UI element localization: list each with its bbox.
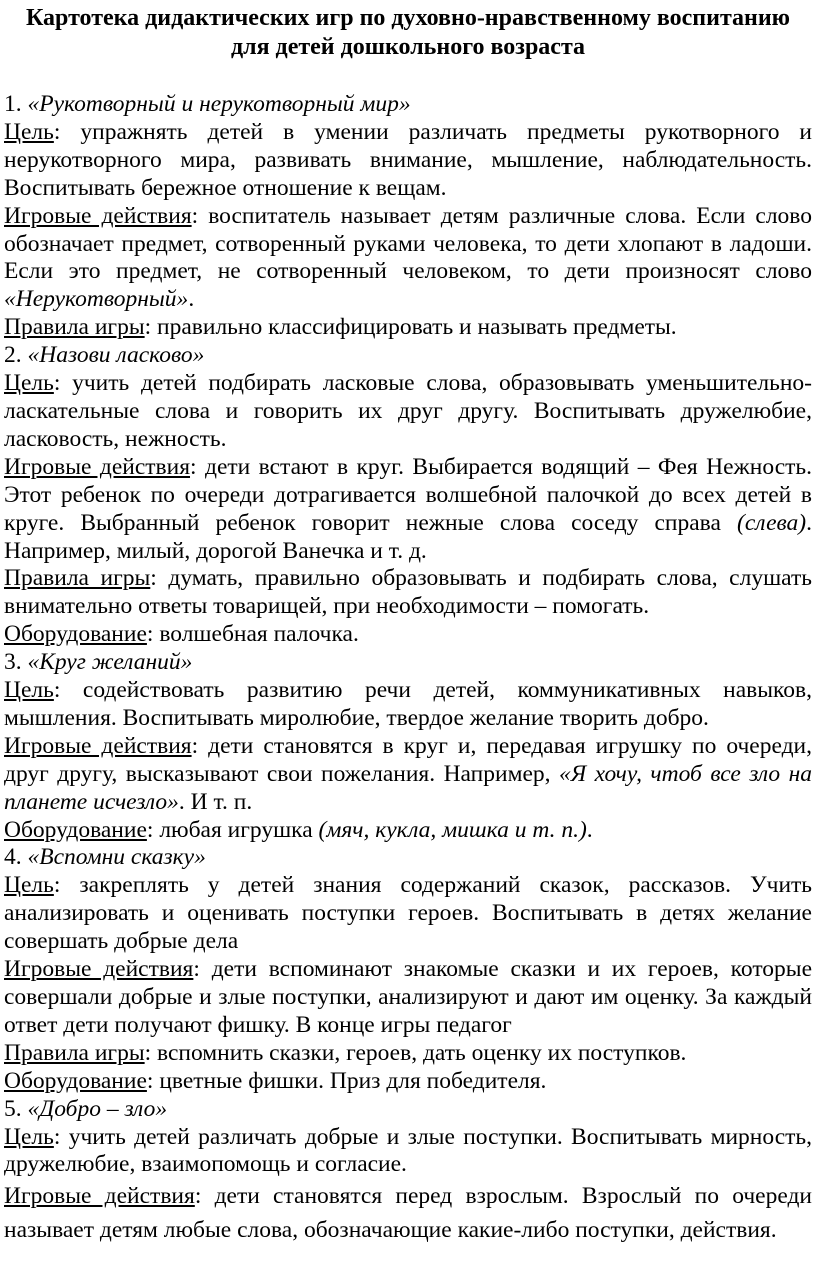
rules-text: вспомнить сказки, героев, дать оценку их поступков. <box>157 1039 687 1066</box>
game-equipment: Оборудование: цветные фишки. Приз для победителя. <box>4 1067 547 1094</box>
game-rules: Правила игры: думать, правильно образовывать и подбирать слова, слушать внимательно ответы товарищей, при необходимости – помогать. <box>4 565 812 620</box>
equipment-text: волшебная палочка. <box>159 621 359 648</box>
goal-label: Цель <box>4 370 54 397</box>
game-heading <box>4 649 812 677</box>
game-5 <box>4 1096 812 1248</box>
goal-text: закреплять у детей знания содержаний сказок, рассказов. Учить анализировать и оценивать поступки героев. Воспитывать в детях желание совершать добрые дела <box>4 872 813 955</box>
game-actions: Игровые действия: дети вспоминают знакомые сказки и их героев, которые совершали добрые и злые поступки, анализируют и дают им оценку. За каждый ответ дети получают фишку. В конце игры педагог <box>4 956 813 1038</box>
actions-label: Игровые действия <box>4 1183 195 1210</box>
actions-label: Игровые действия <box>4 453 191 480</box>
actions-post: . Например, милый, дорогой Ванечка и т. д. <box>4 509 813 564</box>
rules-label: Правила игры <box>4 314 145 341</box>
game-number: 1. <box>4 91 22 117</box>
game-2 <box>4 342 812 649</box>
game-equipment: Оборудование: любая игрушка (мяч, кукла, мишка и т. п.). <box>4 816 593 843</box>
goal-text: упражнять детей в умении различать предметы рукотворного и нерукотворного мира, развивать внимание, мышление, наблюдательность. Воспитывать бережное отношение к вещам. <box>4 118 812 201</box>
goal-label: Цель <box>4 118 54 145</box>
document-title <box>4 4 812 62</box>
actions-italic: «Нерукотворный» <box>4 286 189 313</box>
equipment-label: Оборудование <box>4 816 147 843</box>
equipment-label: Оборудование <box>4 1067 147 1094</box>
game-name: «Назови ласково» <box>27 342 205 369</box>
actions-italic: «Я хочу, чтоб все зло на планете исчезло» <box>4 760 812 815</box>
goal-label: Цель <box>4 1123 54 1150</box>
game-heading <box>4 342 812 370</box>
game-heading <box>4 844 812 872</box>
game-goal: Цель: закреплять у детей знания содержаний сказок, рассказов. Учить анализировать и оценивать поступки героев. Воспитывать в детях желание совершать добрые дела <box>4 872 813 955</box>
game-name: «Добро – зло» <box>27 1095 168 1122</box>
game-rules: Правила игры: правильно классифицировать и называть предметы. <box>4 314 677 341</box>
game-name: «Круг желаний» <box>27 649 193 676</box>
game-actions: Игровые действия: дети становятся в круг и, передавая игрушку по очереди, друг другу, высказывают свои пожелания. Например, «Я хочу, чтоб все зло на планете исчезло». И т. п. <box>4 732 812 815</box>
goal-text: учить детей подбирать ласковые слова, образовывать уменьшительно-ласкательные слова и говорить их друг другу. Воспитывать дружелюбие, ласковость, нежность. <box>4 370 813 452</box>
rules-text: правильно классифицировать и называть предметы. <box>157 314 677 341</box>
game-actions: Игровые действия: воспитатель называет детям различные слова. Если слово обозначает предмет, сотворенный руками человека, то дети хлопают в ладоши. Если это предмет, не сотворенный человеком, то дети произносят слово «Нерукотворный». <box>4 202 812 313</box>
title-line-1: Картотека дидактических игр по духовно-нравственному воспитанию <box>25 5 791 31</box>
equipment-text: любая игрушка <box>159 816 313 843</box>
title-line-2: для детей дошкольного возраста <box>230 34 586 60</box>
actions-label: Игровые действия <box>4 732 192 759</box>
actions-post: . <box>188 286 195 313</box>
game-equipment: Оборудование: волшебная палочка. <box>4 621 359 648</box>
equipment-post: . <box>586 816 593 843</box>
game-actions: Игровые действия: дети становятся перед взрослым. Взрослый по очереди называет детям любые слова, обозначающие какие-либо поступки, действия. <box>4 1183 813 1244</box>
game-heading <box>4 91 812 119</box>
game-heading <box>4 1096 812 1124</box>
game-goal: Цель: учить детей подбирать ласковые слова, образовывать уменьшительно-ласкательные слова и говорить их друг другу. Воспитывать дружелюбие, ласковость, нежность. <box>4 370 813 452</box>
game-3 <box>4 649 812 844</box>
game-number: 4. <box>4 844 22 871</box>
actions-text: дети вспоминают знакомые сказки и их героев, которые совершали добрые и злые поступки, анализируют и дают им оценку. За каждый ответ дети получают фишку. В конце игры педагог <box>4 956 813 1038</box>
equipment-italic: (мяч, кукла, мишка и т. п.) <box>318 816 587 843</box>
game-1 <box>4 91 812 342</box>
goal-text: учить детей различать добрые и злые поступки. Воспитывать мирность, дружелюбие, взаимопомощь и согласие. <box>4 1123 812 1178</box>
game-4 <box>4 844 812 1095</box>
game-rules: Правила игры: вспомнить сказки, героев, дать оценку их поступков. <box>4 1039 687 1066</box>
game-name: «Вспомни сказку» <box>27 844 206 871</box>
goal-text: содействовать развитию речи детей, коммуникативных навыков, мышления. Воспитывать миролюбие, твердое желание творить добро. <box>4 677 813 731</box>
rules-label: Правила игры <box>4 1039 145 1066</box>
actions-italic: (слева) <box>737 509 807 536</box>
game-goal: Цель: содействовать развитию речи детей, коммуникативных навыков, мышления. Воспитывать миролюбие, твердое желание творить добро. <box>4 677 813 731</box>
game-goal: Цель: учить детей различать добрые и злые поступки. Воспитывать мирность, дружелюбие, взаимопомощь и согласие. <box>4 1123 812 1178</box>
goal-label: Цель <box>4 677 54 704</box>
equipment-label: Оборудование <box>4 621 147 648</box>
actions-text: дети встают в круг. Выбирается водящий – Фея Нежность. Этот ребенок по очереди дотрагивается волшебной палочкой до всех детей в круге. Выбранный ребенок говорит нежные слова соседу справа <box>4 453 812 536</box>
actions-text: дети становятся в круг и, передавая игрушку по очереди, друг другу, высказывают свои пожелания. Например, <box>4 732 812 787</box>
actions-text: дети становятся перед взрослым. Взрослый по очереди называет детям любые слова, обозначающие какие-либо поступки, действия. <box>4 1183 813 1244</box>
actions-label: Игровые действия <box>4 202 192 229</box>
game-goal: Цель: упражнять детей в умении различать предметы рукотворного и нерукотворного мира, развивать внимание, мышление, наблюдательность. Воспитывать бережное отношение к вещам. <box>4 118 812 201</box>
rules-text: думать, правильно образовывать и подбирать слова, слушать внимательно ответы товарищей, при необходимости – помогать. <box>4 565 812 620</box>
game-number: 2. <box>4 342 22 369</box>
game-actions: Игровые действия: дети встают в круг. Выбирается водящий – Фея Нежность. Этот ребенок по очереди дотрагивается волшебной палочкой до всех детей в круге. Выбранный ребенок говорит нежные слова соседу справа (слева). Например, милый, дорогой Ванечка и т. д. <box>4 453 813 564</box>
actions-text: воспитатель называет детям различные слова. Если слово обозначает предмет, сотворенный руками человека, то дети хлопают в ладоши. Если это предмет, не сотворенный человеком, то дети произносят слово <box>4 202 812 285</box>
game-name: «Рукотворный и нерукотворный мир» <box>27 91 411 117</box>
goal-label: Цель <box>4 872 54 899</box>
game-number: 5. <box>4 1095 22 1122</box>
actions-label: Игровые действия <box>4 956 194 983</box>
game-number: 3. <box>4 649 22 676</box>
equipment-text: цветные фишки. Приз для победителя. <box>159 1067 547 1094</box>
actions-post: . И т. п. <box>178 788 253 815</box>
rules-label: Правила игры <box>4 565 151 592</box>
